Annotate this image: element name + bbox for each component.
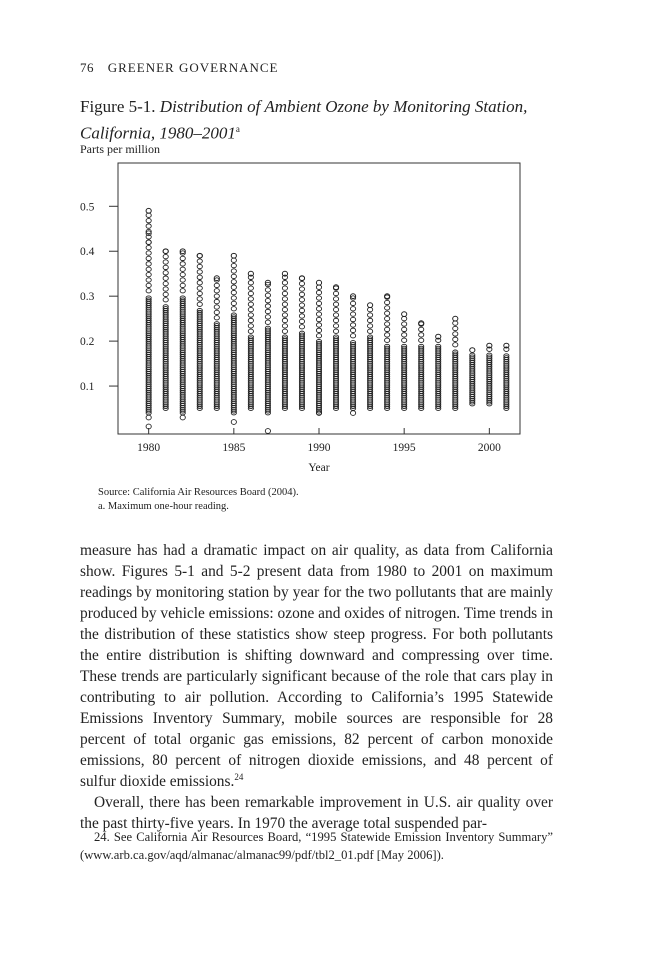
page-number: 76 xyxy=(80,60,94,75)
data-point xyxy=(146,415,151,420)
data-point xyxy=(282,313,287,317)
x-tick-label: 1995 xyxy=(392,442,416,454)
data-point xyxy=(316,301,321,305)
data-point xyxy=(316,317,321,321)
data-point xyxy=(350,307,355,311)
data-point xyxy=(197,275,202,279)
data-point xyxy=(146,283,151,287)
data-point xyxy=(248,329,253,333)
data-point xyxy=(265,315,270,319)
data-point xyxy=(299,281,304,285)
figure-source xyxy=(98,486,299,514)
data-point xyxy=(282,291,287,295)
data-point xyxy=(248,286,253,290)
data-point xyxy=(197,302,202,306)
data-point xyxy=(299,308,304,312)
data-point xyxy=(299,276,304,281)
source-line: Source: California Air Resources Board (2004). xyxy=(98,487,299,498)
data-point xyxy=(350,312,355,316)
data-point xyxy=(146,224,151,228)
data-point xyxy=(248,297,253,301)
figure-title xyxy=(80,96,560,145)
data-point xyxy=(402,322,407,326)
data-point xyxy=(146,256,151,260)
data-point xyxy=(385,322,390,326)
data-point xyxy=(146,267,151,271)
data-point xyxy=(146,208,151,213)
data-point xyxy=(265,288,270,292)
data-point xyxy=(333,324,338,328)
figure-label: Figure 5-1. xyxy=(80,97,156,116)
data-point xyxy=(231,258,236,262)
data-point xyxy=(282,286,287,290)
data-point xyxy=(214,283,219,287)
data-point xyxy=(248,307,253,311)
data-point xyxy=(282,307,287,311)
x-tick-label: 1985 xyxy=(222,442,246,454)
data-point xyxy=(368,329,373,333)
data-point xyxy=(197,264,202,268)
data-point xyxy=(385,338,390,342)
data-point xyxy=(350,328,355,332)
data-point xyxy=(231,280,236,284)
data-point xyxy=(214,294,219,298)
data-point xyxy=(350,334,355,338)
footnote xyxy=(80,828,553,864)
data-point xyxy=(350,411,355,416)
data-point xyxy=(231,301,236,305)
data-point xyxy=(163,260,168,264)
data-point xyxy=(231,253,236,258)
data-point xyxy=(231,263,236,267)
data-point xyxy=(316,323,321,327)
data-point xyxy=(350,323,355,327)
data-point xyxy=(214,305,219,309)
data-point xyxy=(333,291,338,295)
data-point xyxy=(163,265,168,269)
data-point xyxy=(333,318,338,322)
data-point xyxy=(299,314,304,318)
data-point xyxy=(282,324,287,328)
data-point xyxy=(248,318,253,322)
data-point xyxy=(231,285,236,289)
data-point xyxy=(453,337,458,341)
data-point xyxy=(146,272,151,276)
data-point xyxy=(453,343,458,347)
data-point xyxy=(265,293,270,297)
ozone-scatter-chart xyxy=(0,155,650,485)
data-point xyxy=(282,302,287,306)
running-head xyxy=(80,60,279,76)
data-point xyxy=(368,307,373,311)
data-point xyxy=(180,256,185,260)
y-tick-label: 0.1 xyxy=(80,381,95,394)
data-point xyxy=(180,289,185,293)
data-point xyxy=(453,321,458,325)
data-point xyxy=(146,245,151,249)
data-point xyxy=(402,312,407,317)
data-point xyxy=(180,415,185,420)
data-point xyxy=(350,301,355,305)
paragraph-2: Overall, there has been remarkable improvement in U.S. air quality over the past thirty-five years. In 1970 the average total suspended par- xyxy=(80,794,553,832)
data-point xyxy=(197,259,202,263)
data-point xyxy=(316,328,321,332)
data-point xyxy=(197,286,202,290)
x-axis-label: Year xyxy=(308,462,330,474)
data-point xyxy=(385,333,390,337)
x-tick-label: 1990 xyxy=(307,442,331,454)
data-point xyxy=(316,280,321,285)
data-point xyxy=(385,306,390,310)
data-point xyxy=(146,240,151,245)
data-point xyxy=(453,316,458,321)
data-point xyxy=(316,296,321,300)
data-point xyxy=(282,318,287,322)
data-point xyxy=(299,319,304,323)
paragraph-1 xyxy=(80,540,553,792)
data-point xyxy=(180,262,185,266)
data-point xyxy=(402,316,407,320)
data-point xyxy=(333,297,338,301)
data-point xyxy=(163,281,168,285)
data-point xyxy=(265,298,270,302)
data-point xyxy=(265,320,270,324)
figure-note-marker: a xyxy=(235,124,240,134)
data-point xyxy=(316,307,321,311)
data-point xyxy=(385,327,390,331)
plot-frame xyxy=(118,163,520,434)
y-axis-units: Parts per million xyxy=(80,142,160,156)
x-tick-label: 1980 xyxy=(137,442,161,454)
data-point xyxy=(163,249,168,254)
data-point xyxy=(180,283,185,287)
data-point xyxy=(214,316,219,320)
data-point xyxy=(265,309,270,313)
data-point xyxy=(214,299,219,303)
data-point xyxy=(248,313,253,317)
data-point xyxy=(333,313,338,317)
data-point xyxy=(419,333,424,337)
running-title: GREENER GOVERNANCE xyxy=(107,60,279,75)
data-point xyxy=(282,329,287,333)
data-point xyxy=(163,298,168,302)
data-point xyxy=(231,307,236,311)
data-point xyxy=(368,318,373,322)
data-point xyxy=(197,297,202,301)
data-point xyxy=(180,272,185,276)
data-point xyxy=(163,254,168,258)
y-tick-label: 0.2 xyxy=(80,336,95,349)
data-point xyxy=(146,289,151,293)
data-point xyxy=(316,312,321,316)
data-point xyxy=(299,303,304,307)
footnote-24: 24. See California Air Resources Board, “1995 Statewide Emission Inventory Summary” (www.arb.ca.gov/aqd/almanac/almanac99/pdf/tbl2_01.pdf [May 2006]). xyxy=(80,830,553,862)
data-point xyxy=(248,302,253,306)
data-point xyxy=(231,296,236,300)
data-point xyxy=(316,290,321,294)
data-point xyxy=(163,287,168,291)
data-point xyxy=(146,218,151,222)
data-point xyxy=(385,316,390,320)
data-point xyxy=(299,292,304,296)
data-point xyxy=(197,253,202,258)
data-point xyxy=(180,278,185,282)
data-point xyxy=(231,274,236,278)
data-point xyxy=(197,280,202,284)
data-point xyxy=(299,325,304,329)
data-point xyxy=(146,213,151,217)
data-point xyxy=(146,278,151,282)
data-point xyxy=(299,298,304,302)
data-point xyxy=(385,300,390,304)
data-point xyxy=(197,270,202,274)
y-tick-label: 0.5 xyxy=(80,201,95,214)
data-point xyxy=(146,262,151,266)
data-point xyxy=(385,311,390,315)
data-point xyxy=(248,280,253,284)
data-point xyxy=(402,327,407,331)
data-point xyxy=(368,303,373,308)
data-point xyxy=(163,292,168,296)
body-text xyxy=(80,540,553,834)
data-point xyxy=(419,327,424,331)
data-point xyxy=(368,313,373,317)
data-point xyxy=(248,291,253,295)
data-point xyxy=(316,285,321,289)
data-point xyxy=(248,324,253,328)
data-point xyxy=(316,334,321,338)
data-point xyxy=(265,304,270,308)
data-point xyxy=(333,307,338,311)
footnote-ref-24[interactable]: 24 xyxy=(234,771,244,782)
data-point xyxy=(197,291,202,295)
data-point xyxy=(282,280,287,284)
data-point xyxy=(231,269,236,273)
data-point xyxy=(282,297,287,301)
data-point xyxy=(180,267,185,271)
data-point xyxy=(453,326,458,330)
data-point xyxy=(231,290,236,294)
data-point xyxy=(299,287,304,291)
data-point xyxy=(265,429,270,434)
x-tick-label: 2000 xyxy=(477,442,501,454)
data-point xyxy=(368,324,373,328)
data-point xyxy=(453,332,458,336)
figure-footnote-a: a. Maximum one-hour reading. xyxy=(98,501,229,512)
data-point xyxy=(333,329,338,333)
data-point xyxy=(214,310,219,314)
y-tick-label: 0.3 xyxy=(80,291,95,304)
data-point xyxy=(402,333,407,337)
data-point xyxy=(214,289,219,293)
data-point xyxy=(419,338,424,342)
data-point xyxy=(470,348,475,353)
data-point xyxy=(231,420,236,425)
y-tick-label: 0.4 xyxy=(80,246,95,259)
data-point xyxy=(163,271,168,275)
paragraph-1-text: measure has had a dramatic impact on air quality, as data from California show. Figures 5-1 and 5-2 present data from 1980 to 2001 on maximum readings by monitoring station by year for the two pollutants that are mainly produced by vehicle emissions: ozone and oxides of nitrogen. Time trends in the distribution of these statistics show steep progress. For both pollutants the entire distribution is shifting downward and compressing over time. These trends are particularly significant because of the role that cars play in contributing to air pollution. According to California’s 1995 Statewide Emissions Inventory Summary, mobile sources are responsible for 28 percent of total organic gas emissions, 82 percent of carbon monoxide emissions, 80 percent of nitrogen dioxide emissions, and 48 percent of sulfur dioxide emissions. xyxy=(80,542,553,790)
figure-caption: Distribution of Ambient Ozone by Monitoring Station, California, 1980–2001 xyxy=(80,97,528,143)
data-point xyxy=(402,338,407,342)
data-point xyxy=(146,251,151,255)
data-point xyxy=(163,276,168,280)
data-point xyxy=(350,317,355,321)
data-point xyxy=(333,302,338,306)
